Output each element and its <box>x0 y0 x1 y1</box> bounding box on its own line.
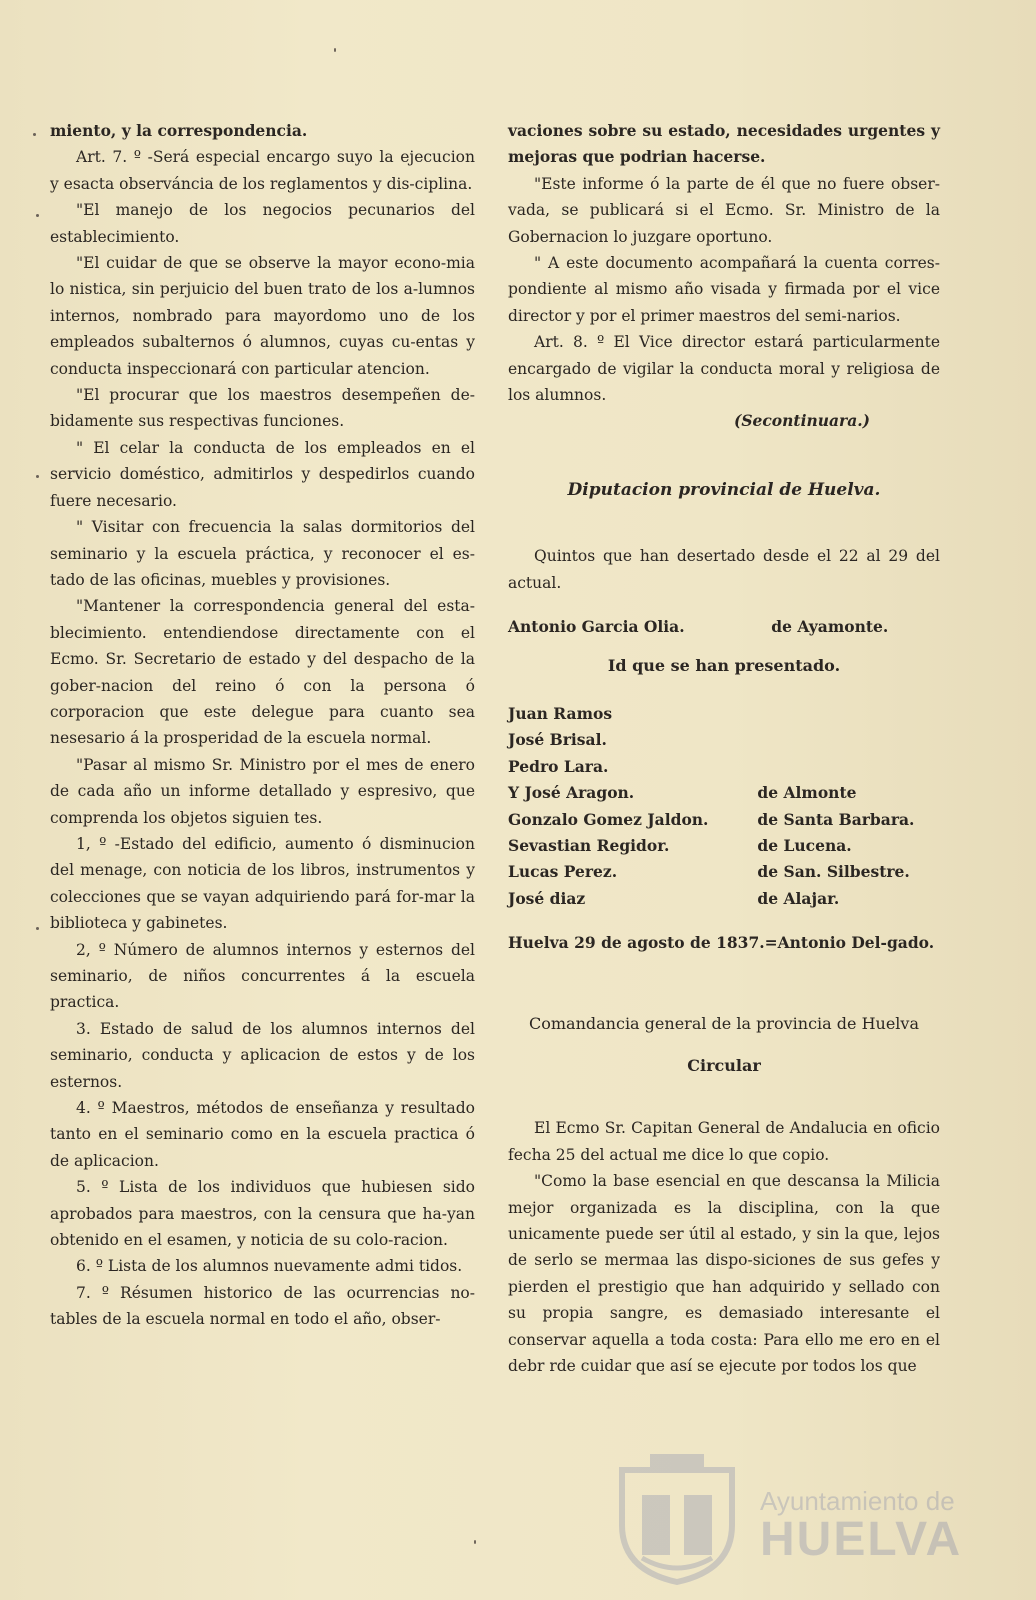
subheading: Circular <box>687 1055 761 1075</box>
article-8: Art. 8. º El Vice director estará particularmente encargado de vigilar la conducta moral y religiosa de los alumnos. <box>508 333 940 405</box>
list-item: 6. º Lista de los alumnos nuevamente admi tidos. <box>76 1257 463 1276</box>
paragraph: "Este informe ó la parte de él que no fuere obser-vada, se publicará si el Ecmo. Sr. Ministro de la Gobernacion lo juzgare oportuno. <box>508 174 940 246</box>
name-cell: José Brisal. <box>508 730 607 750</box>
paragraph: "El manejo de los negocios pecunarios del establecimiento. <box>50 201 475 246</box>
table-row <box>508 807 940 833</box>
place-cell: de Almonte <box>757 783 857 803</box>
continuation-note: (Secontinuara.) <box>733 411 870 431</box>
paragraph: "Mantener la correspondencia general del esta-blecimiento. entendiendose directamente con el Ecmo. Sr. Secretario de estado y del despacho de la gober-nacion del reino ó con la persona ó corporacion que este delegue para cuanto sea nesesario á la prosperidad de la escuela normal. <box>50 597 475 748</box>
place-cell: de San. Silbestre. <box>757 862 910 882</box>
table-row <box>508 780 940 806</box>
speck <box>474 1540 476 1544</box>
place-cell <box>737 754 940 780</box>
name-cell: Lucas Perez. <box>508 862 618 882</box>
name-cell: José diaz <box>508 888 586 908</box>
speck <box>36 927 39 930</box>
right-column <box>508 118 940 1379</box>
signature: Huelva 29 de agosto de 1837.=Antonio Del-gado. <box>508 933 935 953</box>
speck <box>33 133 36 136</box>
paragraph: "Pasar al mismo Sr. Ministro por el mes de enero de cada año un informe detallado y espresivo, que comprenda los objetos siguien tes. <box>50 755 475 827</box>
table-row <box>508 727 940 753</box>
list-item: 5. º Lista de los individuos que hubiesen sido aprobados para maestros, con la censura que ha-yan obtenido en el esamen, y noticia de su colo-racion. <box>50 1178 475 1250</box>
paragraph: " A este documento acompañará la cuenta corres-pondiente al mismo año visada y firmada por el vice director y por el primer maestros del semi-narios. <box>508 254 940 325</box>
speck <box>36 475 39 478</box>
table-row <box>508 754 940 780</box>
text-line: vaciones sobre su estado, necesidades urgentes y mejoras que podrian hacerse. <box>508 121 940 167</box>
table-row <box>508 886 940 912</box>
table-row <box>508 614 940 640</box>
left-column <box>50 118 475 1333</box>
paragraph: Quintos que han desertado desde el 22 al 29 del actual. <box>508 547 940 592</box>
paragraph: "Como la base esencial en que descansa la Milicia mejor organizada es la disciplina, con la que unicamente puede ser útil al estado, y sin la que, lejos de serlo se mermaa las dispo-siciones de sus gefes y pierden el prestigio que han adquirido y sellado con su propia sangre, es demasiado interesante el conservar aquella a toda costa: Para ello me ero en el debr rde cuidar que así se ejecute por todos los que <box>508 1172 940 1376</box>
name-cell: Pedro Lara. <box>508 756 609 776</box>
paragraph: " Visitar con frecuencia la salas dormitorios del seminario y la escuela práctica, y reconocer el es-tado de las oficinas, muebles y provisiones. <box>50 518 475 589</box>
list-item: 3. Estado de salud de los alumnos internos del seminario, conducta y aplicacion de estos y de los esternos. <box>50 1019 475 1091</box>
list-item: 7. º Résumen historico de las ocurrencias no-tables de la escuela normal en todo el año, obser- <box>50 1283 475 1329</box>
presented-table <box>508 701 940 912</box>
paragraph: "El cuidar de que se observe la mayor econo-mia lo nistica, sin perjuicio del buen trato de los a-lumnos internos, nombrado para mayordomo uno de los empleados subalternos ó alumnos, cuyas cu-entas y conducta inspeccionará con particular atencion. <box>50 254 475 378</box>
deserter-table <box>508 614 940 640</box>
paragraph: " El celar la conducta de los empleados en el servicio doméstico, admitirlos y despedirlos cuando fuere necesario. <box>50 438 475 510</box>
watermark-line2: HUELVA <box>760 1513 963 1566</box>
table-row <box>508 833 940 859</box>
list-item: 4. º Maestros, métodos de enseñanza y resultado tanto en el seminario como en la escuela practica ó de aplicacion. <box>50 1099 475 1170</box>
deserter-place: de Ayamonte. <box>771 617 889 637</box>
place-cell <box>737 701 940 727</box>
article-7: Art. 7. º -Será especial encargo suyo la ejecucion y esacta observáncia de los reglamentos y dis-ciplina. <box>50 148 475 193</box>
table-row <box>508 859 940 885</box>
section-heading: Comandancia general de la provincia de Huelva <box>529 1013 919 1033</box>
subheading: Id que se han presentado. <box>607 655 841 675</box>
name-cell: Juan Ramos <box>508 703 613 723</box>
speck <box>334 48 336 52</box>
name-cell: Sevastian Regidor. <box>508 835 670 855</box>
place-cell <box>737 727 940 753</box>
deserter-name: Antonio Garcia Olia. <box>508 617 685 637</box>
list-item: 2, º Número de alumnos internos y esternos del seminario, de niños concurrentes á la escuela practica. <box>50 940 475 1012</box>
watermark <box>612 1450 964 1585</box>
name-cell: Gonzalo Gomez Jaldon. <box>508 809 709 829</box>
watermark-line1: Ayuntamiento de <box>760 1486 955 1516</box>
name-cell: Y José Aragon. <box>508 783 635 803</box>
place-cell: de Santa Barbara. <box>757 809 915 829</box>
place-cell: de Alajar. <box>757 888 840 908</box>
coat-of-arms-icon <box>612 1450 742 1585</box>
paragraph: El Ecmo Sr. Capitan General de Andalucia en oficio fecha 25 del actual me dice lo que copio. <box>508 1119 940 1164</box>
speck <box>36 214 39 217</box>
paragraph: "El procurar que los maestros desempeñen de-bidamente sus respectivas funciones. <box>50 386 475 431</box>
list-item: 1, º -Estado del edificio, aumento ó disminucion del menage, con noticia de los libros, instrumentos y colecciones que se vayan adquiriendo pará for-mar la biblioteca y gabinetes. <box>50 834 475 933</box>
table-row <box>508 701 940 727</box>
text-line: miento, y la correspondencia. <box>50 121 308 140</box>
place-cell: de Lucena. <box>757 835 852 855</box>
section-heading: Diputacion provincial de Huelva. <box>567 479 881 500</box>
